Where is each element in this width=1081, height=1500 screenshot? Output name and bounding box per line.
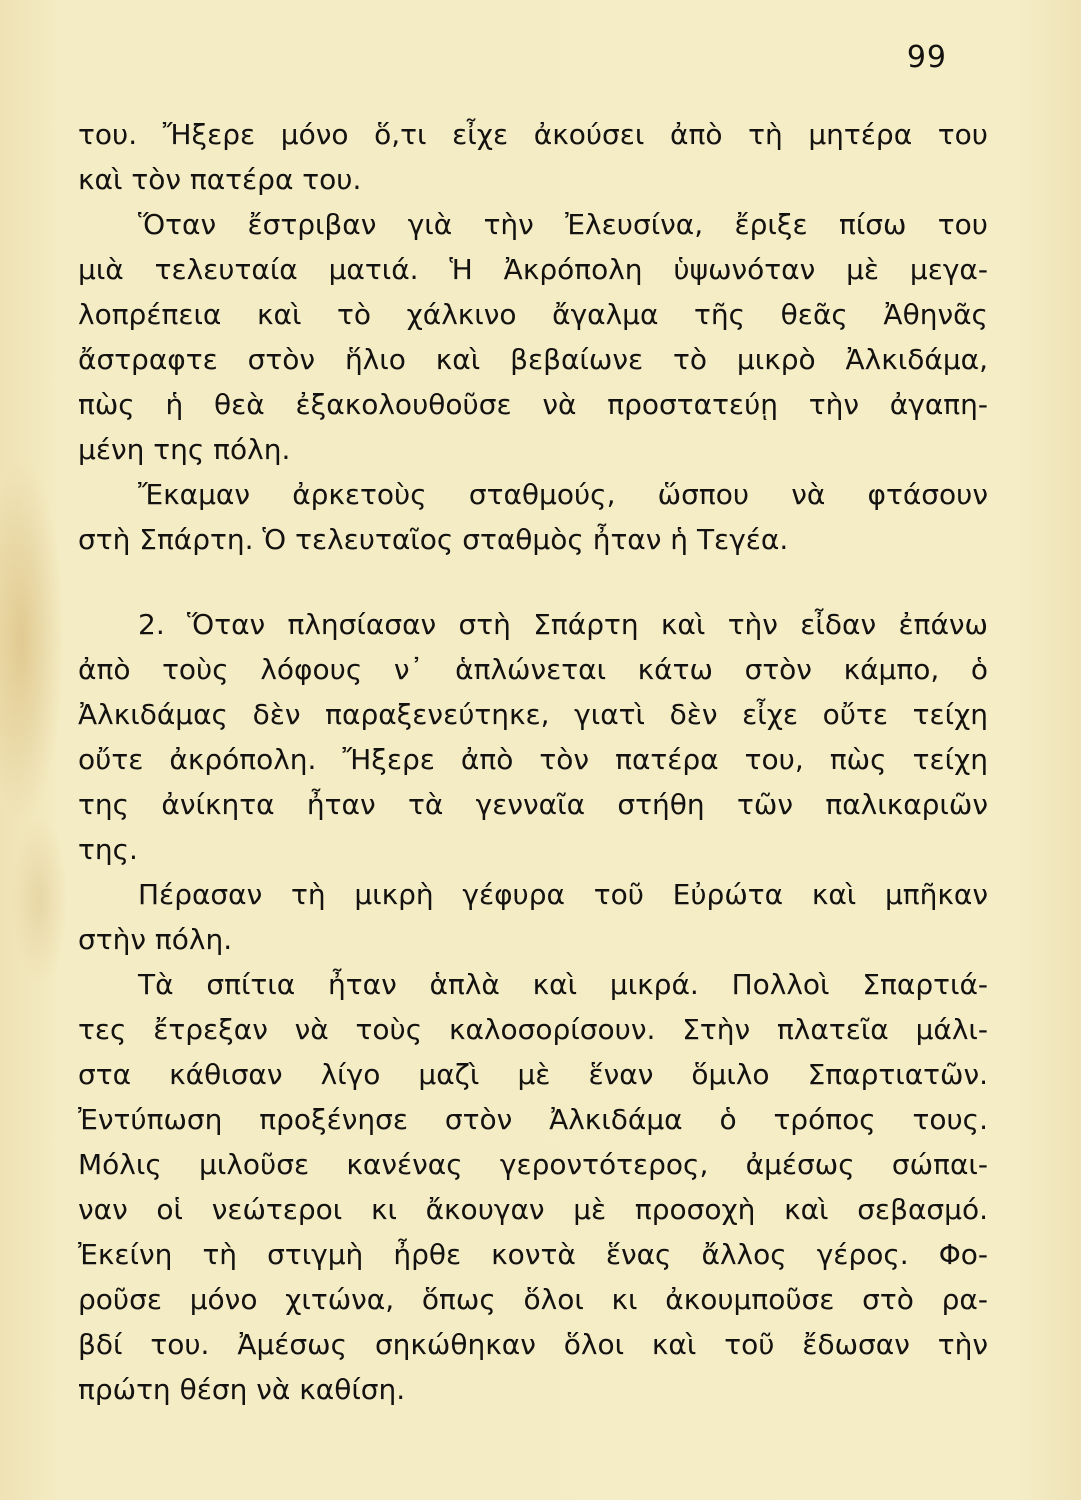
page-number: 99 xyxy=(906,40,947,75)
text-line-9: Ἔκαμαν ἀρκετοὺς σταθμούς, ὥσπου νὰ φτάσουν xyxy=(138,478,988,511)
text-line-21: στα κάθισαν λίγο μαζὶ μὲ ἕναν ὅμιλο Σπαρτιατῶν. xyxy=(78,1058,988,1091)
text-line-22: Ἐντύπωση προξένησε στὸν Ἀλκιδάμα ὁ τρόπος τους. xyxy=(78,1103,988,1136)
text-line-7: πὼς ἡ θεὰ ἐξακολουθοῦσε νὰ προστατεύῃ τὴν ἀγαπη- xyxy=(78,388,988,421)
text-line-10: στὴ Σπάρτη. Ὁ τελευταῖος σταθμὸς ἦταν ἡ Τεγέα. xyxy=(78,523,789,556)
text-line-4: μιὰ τελευταία ματιά. Ἡ Ἀκρόπολη ὑψωνόταν μὲ μεγα- xyxy=(78,253,988,286)
text-line-14: οὔτε ἀκρόπολη. Ἤξερε ἀπὸ τὸν πατέρα του, πὼς τείχη xyxy=(78,743,988,776)
text-line-11: 2. Ὅταν πλησίασαν στὴ Σπάρτη καὶ τὴν εἶδαν ἐπάνω xyxy=(138,608,988,641)
text-line-28: πρώτη θέση νὰ καθίση. xyxy=(78,1373,406,1406)
text-line-18: στὴν πόλη. xyxy=(78,923,233,956)
text-line-13: Ἀλκιδάμας δὲν παραξενεύτηκε, γιατὶ δὲν εἶχε οὔτε τείχη xyxy=(78,698,988,731)
text-line-17: Πέρασαν τὴ μικρὴ γέφυρα τοῦ Εὐρώτα καὶ μπῆκαν xyxy=(138,878,988,911)
text-line-1: του. Ἤξερε μόνο ὅ,τι εἶχε ἀκούσει ἀπὸ τὴ μητέρα του xyxy=(78,118,988,151)
text-line-3: Ὅταν ἔστριβαν γιὰ τὴν Ἐλευσίνα, ἔριξε πίσω του xyxy=(138,208,988,241)
text-line-5: λοπρέπεια καὶ τὸ χάλκινο ἄγαλμα τῆς θεᾶς Ἀθηνᾶς xyxy=(78,298,988,331)
text-line-25: Ἐκείνη τὴ στιγμὴ ἦρθε κοντὰ ἕνας ἄλλος γέρος. Φο- xyxy=(78,1238,988,1271)
text-line-27: βδί του. Ἀμέσως σηκώθηκαν ὅλοι καὶ τοῦ ἔδωσαν τὴν xyxy=(78,1328,988,1361)
text-line-6: ἄστραφτε στὸν ἥλιο καὶ βεβαίωνε τὸ μικρὸ Ἀλκιδάμα, xyxy=(78,343,988,376)
text-line-20: τες ἔτρεξαν νὰ τοὺς καλοσορίσουν. Στὴν πλατεῖα μάλι- xyxy=(78,1013,988,1046)
text-line-8: μένη της πόλη. xyxy=(78,433,291,466)
text-line-16: της. xyxy=(78,833,138,866)
text-line-2: καὶ τὸν πατέρα του. xyxy=(78,163,362,196)
text-line-12: ἀπὸ τοὺς λόφους ν᾽ ἁπλώνεται κάτω στὸν κάμπο, ὁ xyxy=(78,653,988,686)
text-line-19: Τὰ σπίτια ἦταν ἁπλὰ καὶ μικρά. Πολλοὶ Σπαρτιά- xyxy=(138,968,988,1001)
text-line-24: ναν οἱ νεώτεροι κι ἄκουγαν μὲ προσοχὴ καὶ σεβασμό. xyxy=(78,1193,988,1226)
text-line-23: Μόλις μιλοῦσε κανένας γεροντότερος, ἀμέσως σώπαι- xyxy=(78,1148,988,1181)
text-line-26: ροῦσε μόνο χιτώνα, ὅπως ὅλοι κι ἀκουμποῦσε στὸ ρα- xyxy=(78,1283,988,1316)
text-line-15: της ἀνίκητα ἦταν τὰ γενναῖα στήθη τῶν παλικαριῶν xyxy=(78,788,988,821)
